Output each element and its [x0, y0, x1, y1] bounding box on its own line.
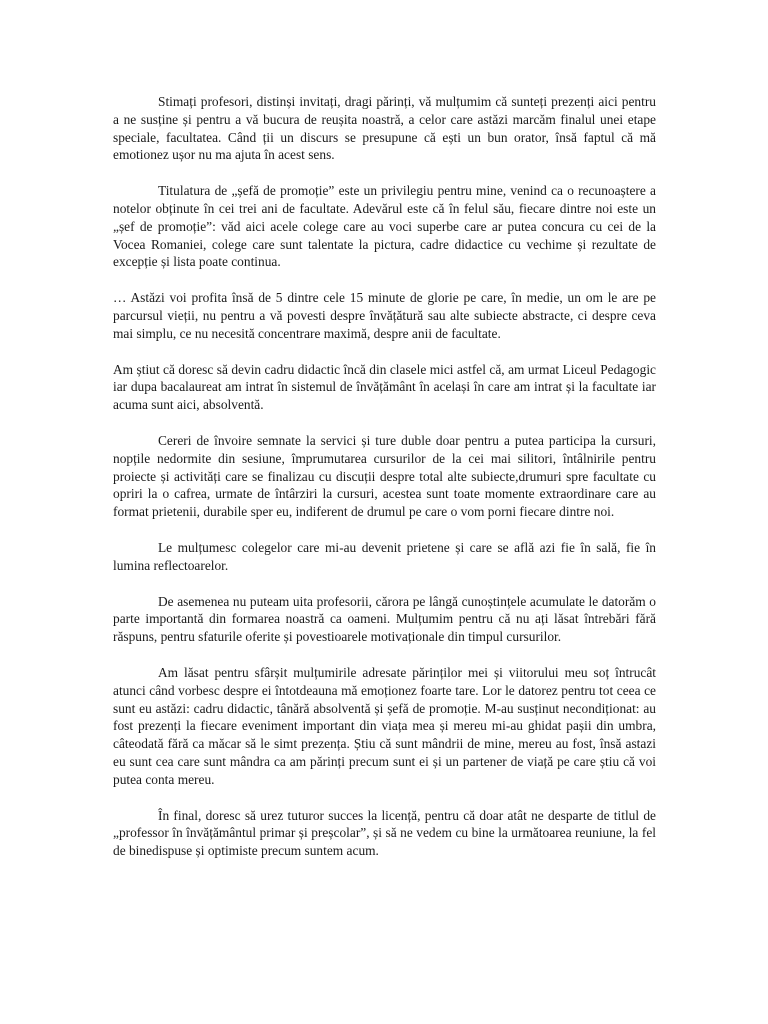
document-page: [113, 93, 656, 878]
paragraph-thanks-colleagues: Le mulțumesc colegelor care mi-au devenit prietene și care se află azi fie în sală, fie în lumina reflectoarelor.: [113, 539, 656, 573]
paragraph-thanks-professors: De asemenea nu puteam uita profesorii, cărora pe lângă cunoștințele acumulate le datorăm o parte importantă din formarea noastră ca oameni. Mulțumim pentru că nu ați lăsat întrebări fără răspuns, pentru sfaturile oferite și povestioarele motivaționale din timpul cursurilor.: [113, 593, 656, 645]
paragraph-greeting: Stimați profesori, distinși invitați, dragi părinți, vă mulțumim că sunteți prezenți aici pentru a ne susține și pentru a vă bucura de reușita noastră, a celor care astăzi marcăm finalul unei etape speciale, facultatea. Când ții un discurs se presupune că ești un bun orator, însă faptul că mă emotionez ușor nu ma ajuta în acest sens.: [113, 94, 656, 163]
paragraph-today: … Astăzi voi profita însă de 5 dintre cele 15 minute de glorie pe care, în medie, un om le are pe parcursul vieții, nu pentru a vă povesti despre învățătură sau alte subiecte abstracte, ci despre ceva mai simplu, ce nu necesită concentrare maximă, despre anii de facultate.: [113, 290, 656, 341]
paragraph-memories: Cereri de învoire semnate la servici și ture duble doar pentru a putea participa la cursuri, nopțile nedormite din sesiune, împrumutarea cursurilor de la cei mai silitori, întâlnirile pentru proiecte și activități care se finalizau cu discuții despre total alte subiecte,drumuri spre facultate cu opriri la o cafrea, urmate de întârziri la cursuri, acestea sunt toate momente extraordinare care au format prietenii, durabile sper eu, indiferent de drumul pe care o vom porni fiecare dintre noi.: [113, 432, 656, 520]
paragraph-closing: În final, doresc să urez tuturor succes la licență, pentru că doar atât ne desparte de titlul de „professor în învățământul primar și preșcolar”, și să ne vedem cu bine la următoarea reuniune, la fel de binedispuse și optimiste precum suntem acum.: [113, 807, 656, 859]
paragraph-teacher-path: Am știut că doresc să devin cadru didactic încă din clasele mici astfel că, am urmat Liceul Pedagogic iar dupa bacalaureat am intrat în sistemul de învățământ în același în care am intrat și la facultate iar acuma sunt aici, absolventă.: [113, 361, 656, 413]
paragraph-valedictorian-title: Titulatura de „șefă de promoție” este un privilegiu pentru mine, venind ca o recunoaștere a notelor obținute în cei trei ani de facultate. Adevărul este că în felul său, fiecare dintre noi este un „șef de promoție”: văd aici acele colege care au voci superbe care ar putea concura cu cei de la Vocea Romaniei, colege care sunt talentate la pictura, cadre didactice cu vechime și rezultate de excepție și lista poate continua.: [113, 183, 656, 270]
paragraph-thanks-parents: Am lăsat pentru sfârșit mulțumirile adresate părinților mei și viitorului meu soț întrucât atunci când vorbesc despre ei întotdeauna mă emoționez foarte tare. Lor le datorez pentru tot ceea ce sunt eu astăzi: cadru didactic, tânără absolventă și șefă de promoție. M-au susținut necondiționat: au fost prezenți la fiecare eveniment important din viața mea și mereu mi-au ghidat pașii din umbra, câteodată fără ca măcar să le simt prezența. Știu că sunt mândrii de mine, mereu au fost, însă astazi eu sunt cea care sunt mândra ca am părinți precum sunt ei și un partener de viață pe care știu că voi putea conta mereu.: [113, 664, 656, 787]
